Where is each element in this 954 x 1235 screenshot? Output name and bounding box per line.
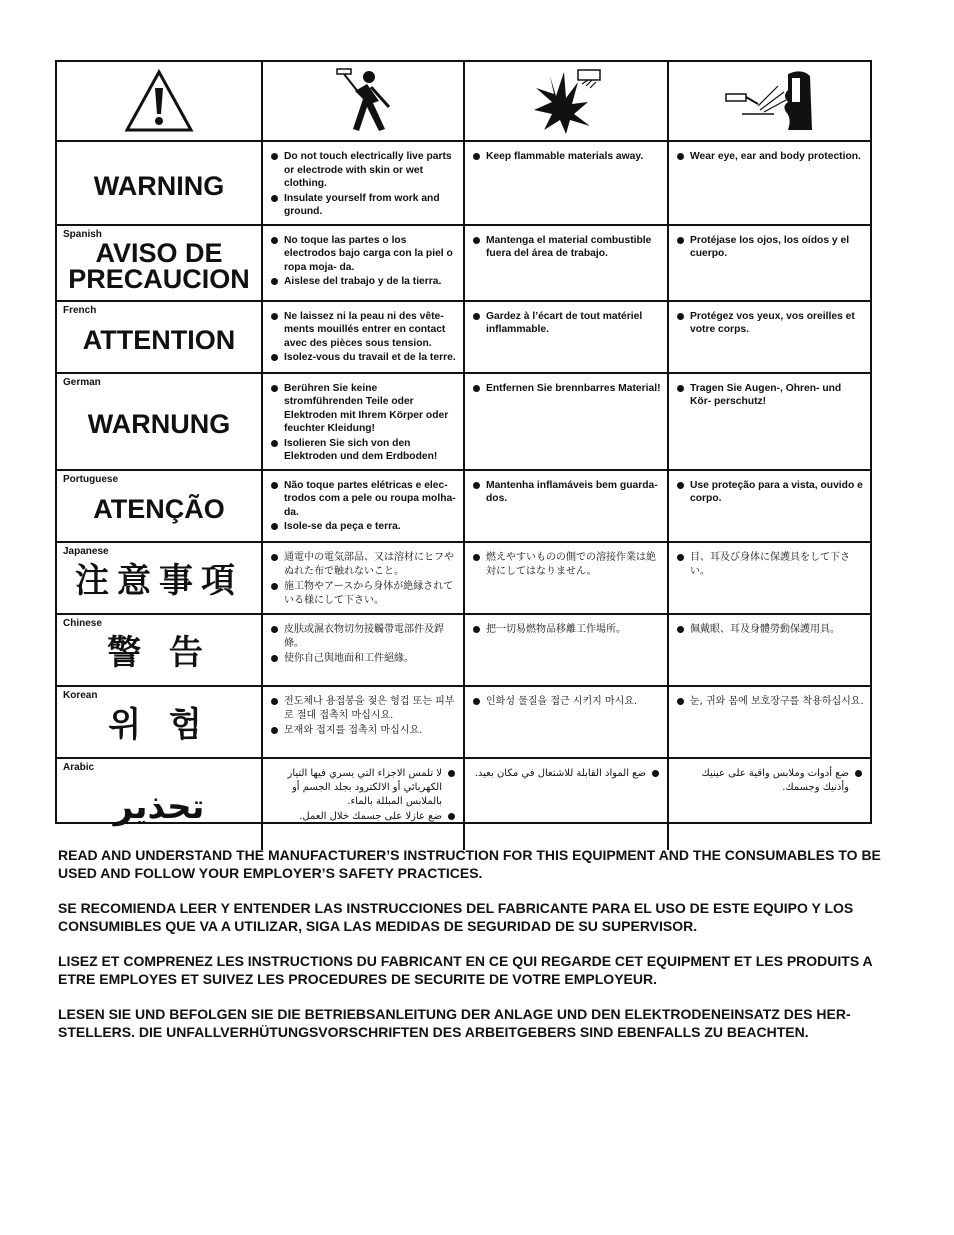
fire-instructions-cell	[464, 470, 668, 542]
shock-instructions-list	[263, 302, 463, 370]
instruction-item: 使你自己與地面和工件絕緣。	[271, 652, 457, 666]
warning-row	[57, 542, 870, 614]
instruction-item: Não toque partes elétricas e elec- trodos com a pele ou roupa molha- da.	[271, 479, 457, 520]
shock-instructions-cell	[262, 758, 464, 850]
warning-title: ATENÇÃO	[93, 493, 225, 524]
warning-title: 위 험	[108, 704, 210, 745]
instruction-item: 把一切易燃物品移離工作場所。	[473, 623, 661, 637]
shock-instructions-list	[263, 543, 463, 613]
instruction-item: 눈, 귀와 몸에 보호장구를 착용하십시요.	[677, 695, 864, 709]
instruction-item: Keep flammable materials away.	[473, 150, 661, 164]
fire-instructions-list	[465, 226, 667, 266]
instruction-item: 전도체나 용접봉을 젖은 헝겁 또는 피부로 절대 접촉치 마십시요.	[271, 695, 457, 723]
fire-instructions-cell	[464, 225, 668, 301]
instruction-item: 通電中の電気部品、又は溶材にヒフやぬれた布で触れないこと。	[271, 551, 457, 579]
fire-instructions-cell	[464, 542, 668, 614]
language-name: Chinese	[63, 617, 102, 629]
language-name: German	[63, 376, 101, 388]
instruction-item: Insulate yourself from work and ground.	[271, 192, 457, 219]
shock-instructions-list	[263, 615, 463, 671]
instruction-item: ضع أدوات وملابس واقية على عينيك وأذنيك وجسمك.	[675, 767, 862, 795]
instruction-item: Mantenha inflamáveis bem guarda- dos.	[473, 479, 661, 506]
fire-instructions-list	[465, 687, 667, 714]
fire-instructions-list	[465, 471, 667, 511]
language-cell	[57, 141, 262, 225]
instruction-item: 모재와 접지를 접촉치 마십시요.	[271, 724, 457, 738]
eye-instructions-list	[669, 226, 870, 266]
eye-instructions-list	[669, 142, 870, 169]
instruction-item: Mantenga el material combustible fuera del área de trabajo.	[473, 234, 661, 261]
fire-instructions-list	[465, 142, 667, 169]
eye-instructions-list	[669, 543, 870, 584]
electric-shock-icon	[262, 62, 464, 141]
instruction-item: Isole-se da peça e terra.	[271, 520, 457, 534]
eye-instructions-cell	[668, 614, 870, 686]
instruction-item: ضع المواد القابلة للاشتعال في مكان بعيد.	[471, 767, 659, 781]
eye-instructions-cell	[668, 686, 870, 758]
warning-row	[57, 373, 870, 470]
instruction-item: Ne laissez ni la peau ni des vête- ments mouillés entrer en contact avec des pièces sous tension.	[271, 310, 457, 351]
shock-instructions-cell	[262, 542, 464, 614]
shock-instructions-cell	[262, 301, 464, 373]
eye-instructions-list	[669, 759, 870, 800]
warning-row	[57, 141, 870, 225]
instruction-item: Isolez-vous du travail et de la terre.	[271, 351, 457, 365]
warning-row	[57, 686, 870, 758]
eye-instructions-list	[669, 471, 870, 511]
warning-row	[57, 470, 870, 542]
fire-instructions-list	[465, 615, 667, 642]
instruction-item: Gardez à l’écart de tout matériel inflammable.	[473, 310, 661, 337]
eye-instructions-list	[669, 302, 870, 342]
safety-note-paragraph: READ AND UNDERSTAND THE MANUFACTURER’S INSTRUCTION FOR THIS EQUIPMENT AND THE CONSUMABLES TO BE USED AND FOLLOW YOUR EMPLOYER’S SAFETY PRACTICES.	[58, 847, 881, 881]
warning-title: 警 告	[107, 632, 211, 673]
instruction-item: 施工物やアースから身体が絶縁されている様にして下さい。	[271, 580, 457, 608]
icon-row	[57, 62, 870, 141]
eye-instructions-cell	[668, 225, 870, 301]
instruction-item: ضع عازلا على جسمك خلال العمل.	[269, 810, 455, 824]
eye-instructions-list	[669, 374, 870, 414]
warning-row	[57, 614, 870, 686]
warning-title: تحذير	[113, 787, 205, 827]
instruction-item: No toque las partes o los electrodos bajo carga con la piel o ropa moja- da.	[271, 234, 457, 275]
shock-instructions-list	[263, 471, 463, 539]
instruction-item: 皮肤或濕衣物切勿接觸帶電部件及銲條。	[271, 623, 457, 651]
explosion-fire-icon	[464, 62, 668, 141]
shock-instructions-cell	[262, 225, 464, 301]
safety-note-paragraph: LISEZ ET COMPRENEZ LES INSTRUCTIONS DU FABRICANT EN CE QUI REGARDE CET EQUIPMENT ET LES PRODUITS A ETRE EMPLOYES ET SUIVEZ LES PROCEDURES DE SECURITE DE VOTRE EMPLOYEUR.	[58, 953, 873, 987]
language-name: Spanish	[63, 228, 102, 240]
fire-instructions-list	[465, 302, 667, 342]
fire-instructions-cell	[464, 614, 668, 686]
language-cell	[57, 758, 262, 850]
fire-instructions-cell	[464, 301, 668, 373]
warning-title: 注意事項	[75, 560, 243, 601]
shock-instructions-list	[263, 759, 463, 829]
instruction-item: Berühren Sie keine stromführenden Teile oder Elektroden mit Ihrem Körper oder feuchter Kleidung!	[271, 382, 457, 436]
instruction-item: Wear eye, ear and body protection.	[677, 150, 864, 164]
eye-instructions-list	[669, 687, 870, 714]
instruction-item: Protégez vos yeux, vos oreilles et votre corps.	[677, 310, 864, 337]
language-cell	[57, 470, 262, 542]
language-name: Japanese	[63, 545, 109, 557]
language-name: Korean	[63, 689, 98, 701]
eye-instructions-cell	[668, 470, 870, 542]
eye-instructions-cell	[668, 301, 870, 373]
eye-instructions-cell	[668, 373, 870, 470]
shock-instructions-cell	[262, 614, 464, 686]
fire-instructions-list	[465, 759, 667, 786]
warning-row	[57, 301, 870, 373]
shock-instructions-list	[263, 374, 463, 469]
language-cell	[57, 225, 262, 301]
shock-instructions-list	[263, 687, 463, 743]
instruction-item: Protéjase los ojos, los oídos y el cuerpo.	[677, 234, 864, 261]
eye-face-protection-icon	[668, 62, 870, 141]
safety-notes	[58, 846, 888, 1058]
shock-instructions-cell	[262, 470, 464, 542]
eye-instructions-cell	[668, 758, 870, 850]
instruction-item: 인화성 물질을 접근 시키지 마시요.	[473, 695, 661, 709]
instruction-item: Tragen Sie Augen-, Ohren- und Kör- perschutz!	[677, 382, 864, 409]
shock-instructions-list	[263, 142, 463, 224]
language-name: Portuguese	[63, 473, 119, 485]
instruction-item: Aislese del trabajo y de la tierra.	[271, 275, 457, 289]
safety-note-paragraph: LESEN SIE UND BEFOLGEN SIE DIE BETRIEBSANLEITUNG DER ANLAGE UND DEN ELEKTRODENEINSATZ DES HER- STELLERS. DIE UNFALLVERHÜTUNGSVORSCHRIFTEN DES ARBEITGEBERS SIND EBENFALLS ZU BEACHTEN.	[58, 1006, 851, 1040]
language-cell	[57, 301, 262, 373]
language-cell	[57, 373, 262, 470]
language-name: French	[63, 304, 97, 316]
instruction-item: Isolieren Sie sich von den Elektroden und dem Erdboden!	[271, 437, 457, 464]
fire-instructions-cell	[464, 686, 668, 758]
warning-title: WARNUNG	[87, 409, 231, 439]
language-cell	[57, 686, 262, 758]
shock-instructions-cell	[262, 373, 464, 470]
shock-instructions-list	[263, 226, 463, 294]
warning-row	[57, 225, 870, 301]
instruction-item: Use proteção para a vista, ouvido e corpo.	[677, 479, 864, 506]
fire-instructions-cell	[464, 758, 668, 850]
instruction-item: 燃えやすいものの側での溶接作業は絶対にしてはなりません。	[473, 551, 661, 579]
warning-title: ATTENTION	[82, 324, 236, 355]
eye-instructions-cell	[668, 542, 870, 614]
warning-title: AVISO DE PRECAUCION	[68, 237, 250, 294]
fire-instructions-list	[465, 374, 667, 401]
shock-instructions-cell	[262, 141, 464, 225]
instruction-item: Entfernen Sie brennbarres Material!	[473, 382, 661, 396]
fire-instructions-list	[465, 543, 667, 584]
instruction-item: 佩戴眼、耳及身體勞動保護用具。	[677, 623, 864, 637]
fire-instructions-cell	[464, 141, 668, 225]
language-cell	[57, 542, 262, 614]
warning-title: WARNING	[93, 170, 225, 201]
safety-warning-table	[55, 60, 872, 827]
instruction-item: Do not touch electrically live parts or electrode with skin or wet clothing.	[271, 150, 457, 191]
warning-triangle-icon	[57, 62, 262, 141]
fire-instructions-cell	[464, 373, 668, 470]
safety-note-paragraph: SE RECOMIENDA LEER Y ENTENDER LAS INSTRUCCIONES DEL FABRICANTE PARA EL USO DE ESTE EQUIPO Y LOS CONSUMIBLES QUE VA A UTILIZAR, SIGA LAS MEDIDAS DE SEGURIDAD DE SU SUPERVISOR.	[58, 900, 854, 934]
eye-instructions-list	[669, 615, 870, 642]
language-name: Arabic	[63, 761, 95, 773]
shock-instructions-cell	[262, 686, 464, 758]
language-cell	[57, 614, 262, 686]
eye-instructions-cell	[668, 141, 870, 225]
instruction-item: 目、耳及び身体に保護具をして下さい。	[677, 551, 864, 579]
instruction-item: لا تلمس الاجزاء التي يسري فيها التيار الكهربائي أو الالكترود بجلد الجسم أو بالملابس المبللة بالماء.	[269, 767, 455, 809]
warning-row	[57, 758, 870, 850]
